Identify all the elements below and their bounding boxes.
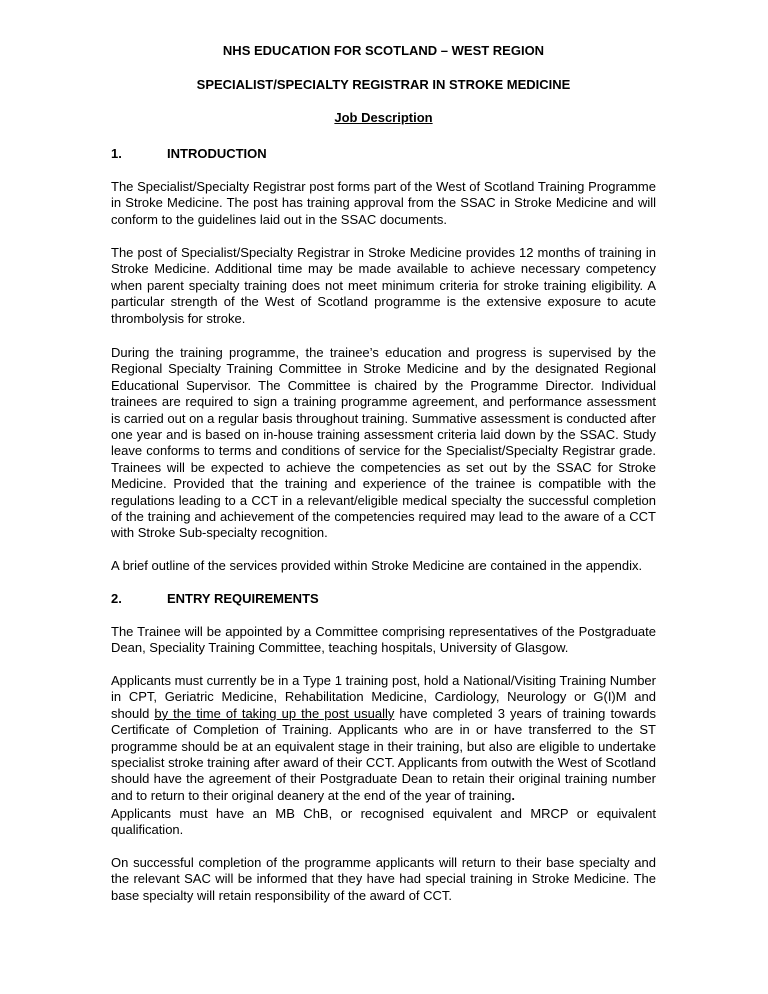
section-2-number: 2. <box>111 591 122 606</box>
intro-paragraph-1: The Specialist/Specialty Registrar post forms part of the West of Scotland Training Programme in Stroke Medicine. The post has training approval from the SSAC in Stroke Medicine and will conform to the guidelines laid out in the SSAC documents. <box>111 179 656 227</box>
entry-paragraph-qualifications: Applicants must have an MB ChB, or recognised equivalent and MRCP or equivalent qualification. <box>111 806 656 838</box>
post-title: SPECIALIST/SPECIALTY REGISTRAR IN STROKE MEDICINE <box>196 77 571 92</box>
entry-paragraph-1: The Trainee will be appointed by a Committee comprising representatives of the Postgraduate Dean, Speciality Training Committee, teaching hospitals, University of Glasgow. <box>111 624 656 656</box>
entry-paragraph-applicants <box>111 673 656 804</box>
org-title: NHS EDUCATION FOR SCOTLAND – WEST REGION <box>222 43 545 58</box>
intro-paragraph-2: The post of Specialist/Specialty Registrar in Stroke Medicine provides 12 months of training in Stroke Medicine. Additional time may be made available to achieve necessary competency when parent specialty training does not meet minimum criteria for stroke training eligibility. A particular strength of the West of Scotland programme is the extensive exposure to acute thrombolysis for stroke. <box>111 245 656 326</box>
applicants-text-period: . <box>511 787 515 803</box>
section-2-title: ENTRY REQUIREMENTS <box>167 591 319 606</box>
doc-type: Job Description <box>334 110 433 125</box>
applicants-text-end: have completed 3 years of training towards Certificate of Completion of Training. Applicants who are in or have transferred to the ST programme should be at an equivalent stage in their training, but also are eligible to undertake specialist stroke training after award of their CCT. Applicants from outwith the West of Scotland should have the agreement of their Postgraduate Dean to retain their original training number and to return to their original deanery at the end of the year of training <box>111 705 656 803</box>
intro-paragraph-3: During the training programme, the trainee’s education and progress is supervised by the Regional Specialty Training Committee in Stroke Medicine and by the designated Regional Educational Supervisor. The Committee is chaired by the Programme Director. Individual trainees are required to sign a training programme agreement, and performance assessment is carried out on a regular basis throughout training. Summative assessment is conducted after one year and is based on in-house training assessment criteria laid down by the SSAC. Study leave conforms to terms and conditions of service for the Specialist/Specialty Registrar grade. Trainees will be expected to achieve the competencies as set out by the SSAC for Stroke Medicine. Provided that the training and experience of the trainee is compatible with the regulations leading to a CCT in a relevant/eligible medical specialty the successful completion of the training and achievement of the competencies required may lead to the aware of a CCT with Stroke Sub-specialty recognition. <box>111 345 656 541</box>
entry-paragraph-completion: On successful completion of the programme applicants will return to their base specialty and the relevant SAC will be informed that they have had special training in Stroke Medicine. The base specialty will retain responsibility of the award of CCT. <box>111 855 656 903</box>
section-2-heading <box>111 591 319 607</box>
section-1-title: INTRODUCTION <box>167 146 267 161</box>
section-1-number: 1. <box>111 146 122 161</box>
applicants-text-underlined: by the time of taking up the post usually <box>154 705 395 721</box>
applicants-text-start: Applicants must currently be in a Type 1 training post, hold a National/Visiting Training Number in CPT, Geriatric Medicine, Rehabilitation Medicine, Cardiology, Neurology or G(I)M and should <box>111 673 656 721</box>
section-1-heading <box>111 146 267 162</box>
intro-paragraph-4: A brief outline of the services provided within Stroke Medicine are contained in the appendix. <box>111 558 643 573</box>
